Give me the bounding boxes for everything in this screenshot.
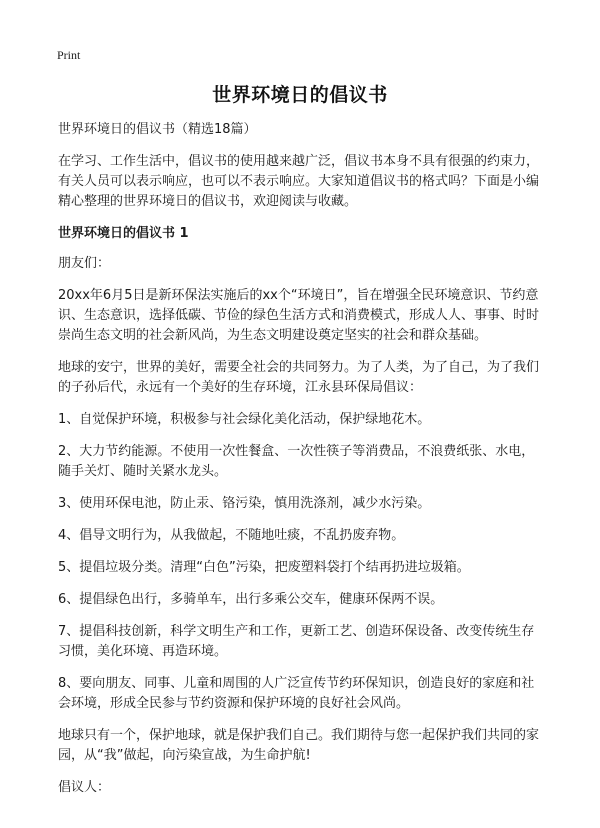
signature-label: 倡议人： bbox=[58, 780, 111, 795]
body-paragraph: 20xx年6月5日是新环保法实施后的xx个“环境日”，旨在增强全民环境意识、节约意识、生态意识，选择低碳、节俭的绿色生活方式和消费模式，形成人人、事事、时时崇尚生态文明的社会新风尚，为生态文明建设奠定坚实的社会和群众基础。 bbox=[58, 288, 540, 343]
salutation: 朋友们： bbox=[58, 256, 111, 271]
intro-paragraph: 在学习、工作生活中，倡议书的使用越来越广泛，倡议书本身不具有很强的约束力，有关人员可以表示响应，也可以不表示响应。大家知道倡议书的格式吗？下面是小编精心整理的世界环境日的倡议书，欢迎阅读与收藏。 bbox=[58, 154, 540, 209]
document-body bbox=[58, 120, 546, 810]
body-paragraph: 地球的安宁，世界的美好，需要全社会的共同努力。为了人类，为了自己，为了我们的子孙后代，永远有一个美好的生存环境，江永县环保局倡议： bbox=[58, 360, 540, 395]
list-item: 2、大力节约能源。不使用一次性餐盒、一次性筷子等消费品，不浪费纸张、水电，随手关灯、随时关紧水龙头。 bbox=[58, 444, 535, 479]
print-link[interactable]: Print bbox=[57, 48, 81, 62]
list-item: 1、自觉保护环境，积极参与社会绿化美化活动，保护绿地花木。 bbox=[58, 412, 431, 427]
document-subtitle: 世界环境日的倡议书（精选18篇） bbox=[58, 122, 257, 137]
list-item: 5、提倡垃圾分类。清理“白色”污染，把废塑料袋打个结再扔进垃圾箱。 bbox=[58, 560, 470, 575]
list-item: 3、使用环保电池，防止汞、铬污染，慎用洗涤剂，减少水污染。 bbox=[58, 496, 431, 511]
page-title: 世界环境日的倡议书 bbox=[212, 84, 388, 106]
section-heading: 世界环境日的倡议书 1 bbox=[58, 226, 189, 241]
list-item: 4、倡导文明行为，从我做起，不随地吐痰，不乱扔废弃物。 bbox=[58, 528, 405, 543]
list-item: 6、提倡绿色出行，多骑单车，出行多乘公交车，健康环保两不误。 bbox=[58, 592, 444, 607]
list-item: 7、提倡科技创新，科学文明生产和工作，更新工艺、创造环保设备、改变传统生存习惯，美化环境、再造环境。 bbox=[58, 624, 535, 659]
list-item: 8、要向朋友、同事、儿童和周围的人广泛宣传节约环保知识，创造良好的家庭和社会环境，形成全民参与节约资源和保护环境的良好社会风尚。 bbox=[58, 676, 535, 711]
closing-paragraph: 地球只有一个，保护地球，就是保护我们自己。我们期待与您一起保护我们共同的家园，从“我”做起，向污染宣战，为生命护航! bbox=[58, 728, 540, 763]
